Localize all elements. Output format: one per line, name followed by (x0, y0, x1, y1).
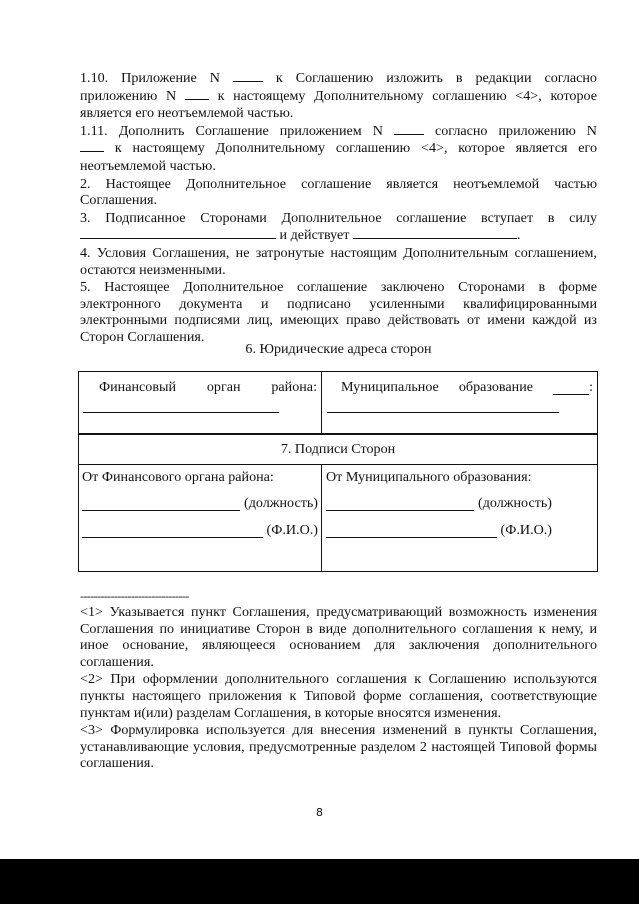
position-label: (должность) (244, 495, 318, 511)
blank-field (80, 140, 104, 152)
addresses-left-label: Финансовый орган района: (99, 379, 317, 395)
page-number: 8 (316, 806, 323, 819)
blank-field (233, 70, 263, 82)
clause-1-11-end: неотъемлемой частью. (80, 157, 216, 174)
clause-1-11-start: 1.11. Дополнить Соглашение приложением N (80, 122, 383, 139)
clause-3-text-2: и действует (279, 227, 350, 244)
clause-1-11-line-3 (80, 158, 597, 175)
addresses-left-cell (83, 379, 317, 413)
fio-label: (Ф.И.О.) (500, 522, 552, 538)
clause-4: 4. Условия Соглашения, не затронутые настоящим Дополнительным соглашением, остаются неизменными. (80, 244, 597, 278)
scan-bottom-border (0, 859, 639, 904)
addresses-right-label: Муниципальное образование : (341, 379, 593, 395)
clause-1-11-line-1 (80, 123, 597, 140)
blank-field (353, 227, 517, 239)
clause-1-10-end: является его неотъемлемой частью. (80, 105, 294, 122)
clause-1-10-text-2: приложению N (80, 87, 177, 104)
address-line (83, 399, 279, 413)
signature-fio-row (82, 522, 318, 538)
clause-3-text: 3. Подписанное Сторонами Дополнительное соглашение вступает в силу (80, 209, 597, 226)
position-label: (должность) (478, 495, 552, 511)
footnote-2: <2> При оформлении дополнительного соглашения к Соглашению используются пункты настоящего приложения к Типовой форме соглашения, соответствующие пунктам и(или) разделам Соглашения, в которые вносятся изменения. (80, 671, 597, 721)
address-line (327, 399, 559, 413)
signatures-right-heading: От Муниципального образования: (326, 469, 532, 485)
clause-1-10-text: к Соглашению изложить в редакции согласно (275, 70, 597, 86)
signatures-left-column (82, 469, 318, 538)
clause-3-line-1 (80, 210, 597, 227)
clause-1-10-text-3: к настоящему Дополнительному соглашению <4>, которое (217, 87, 597, 104)
addresses-title: 6. Юридические адреса сторон (245, 341, 432, 357)
signature-position-row (82, 495, 318, 511)
blank-field (80, 227, 276, 239)
signature-line (82, 524, 263, 538)
fio-label: (Ф.И.О.) (266, 522, 318, 538)
addresses-right-cell (327, 379, 593, 413)
signatures-title: 7. Подписи Сторон (79, 435, 597, 465)
footnote-separator: -------------------------------- (80, 589, 189, 603)
clause-1-11-text: согласно приложению N (434, 122, 597, 139)
addresses-table (78, 371, 598, 434)
clause-2: 2. Настоящее Дополнительное соглашение является неотъемлемой частью Соглашения. (80, 175, 597, 209)
signature-fio-row (326, 522, 594, 538)
clause-5: 5. Настоящее Дополнительное соглашение заключено Сторонами в форме электронного документа и подписано усиленными квалифицированными электронными подписями лиц, имеющих право действовать от имени каждой из Сторон Соглашения. (80, 279, 597, 345)
clause-3-end: . (516, 227, 521, 244)
signature-line (326, 524, 497, 538)
footnote-1: <1> Указывается пункт Соглашения, предусматривающий возможность изменения Соглашения по инициативе Сторон в виде дополнительного соглашения к нему, и иное основание, являющееся основанием для заключения дополнительного соглашения. (80, 604, 597, 670)
signatures-right-column (326, 469, 594, 538)
clause-1-10-line-2 (80, 88, 597, 105)
clause-1-10-line-1 (80, 70, 597, 87)
blank-field (185, 88, 209, 100)
clause-1-10-start: 1.10. Приложение N (80, 70, 220, 86)
blank-field (553, 383, 589, 395)
clause-1-11-line-2 (80, 140, 597, 157)
clause-1-10-line-3 (80, 105, 597, 122)
signatures-table (78, 434, 598, 572)
clause-1-11-text-2: к настоящему Дополнительному соглашению <4>, которое является его (114, 140, 597, 157)
footnote-3: <3> Формулировка используется для внесения изменений в пункты Соглашения, устанавливающие условия, предусмотренные разделом 2 настоящей Типовой формы соглашения. (80, 722, 597, 772)
agreement-body (80, 70, 597, 347)
signature-line (82, 497, 240, 511)
blank-field (394, 123, 424, 135)
table-divider (321, 372, 322, 433)
signatures-left-heading: От Финансового органа района: (82, 469, 274, 485)
clause-3-line-2 (80, 227, 597, 244)
signature-position-row (326, 495, 594, 511)
table-divider (321, 464, 322, 571)
footnotes (80, 604, 597, 773)
signature-line (326, 497, 474, 511)
